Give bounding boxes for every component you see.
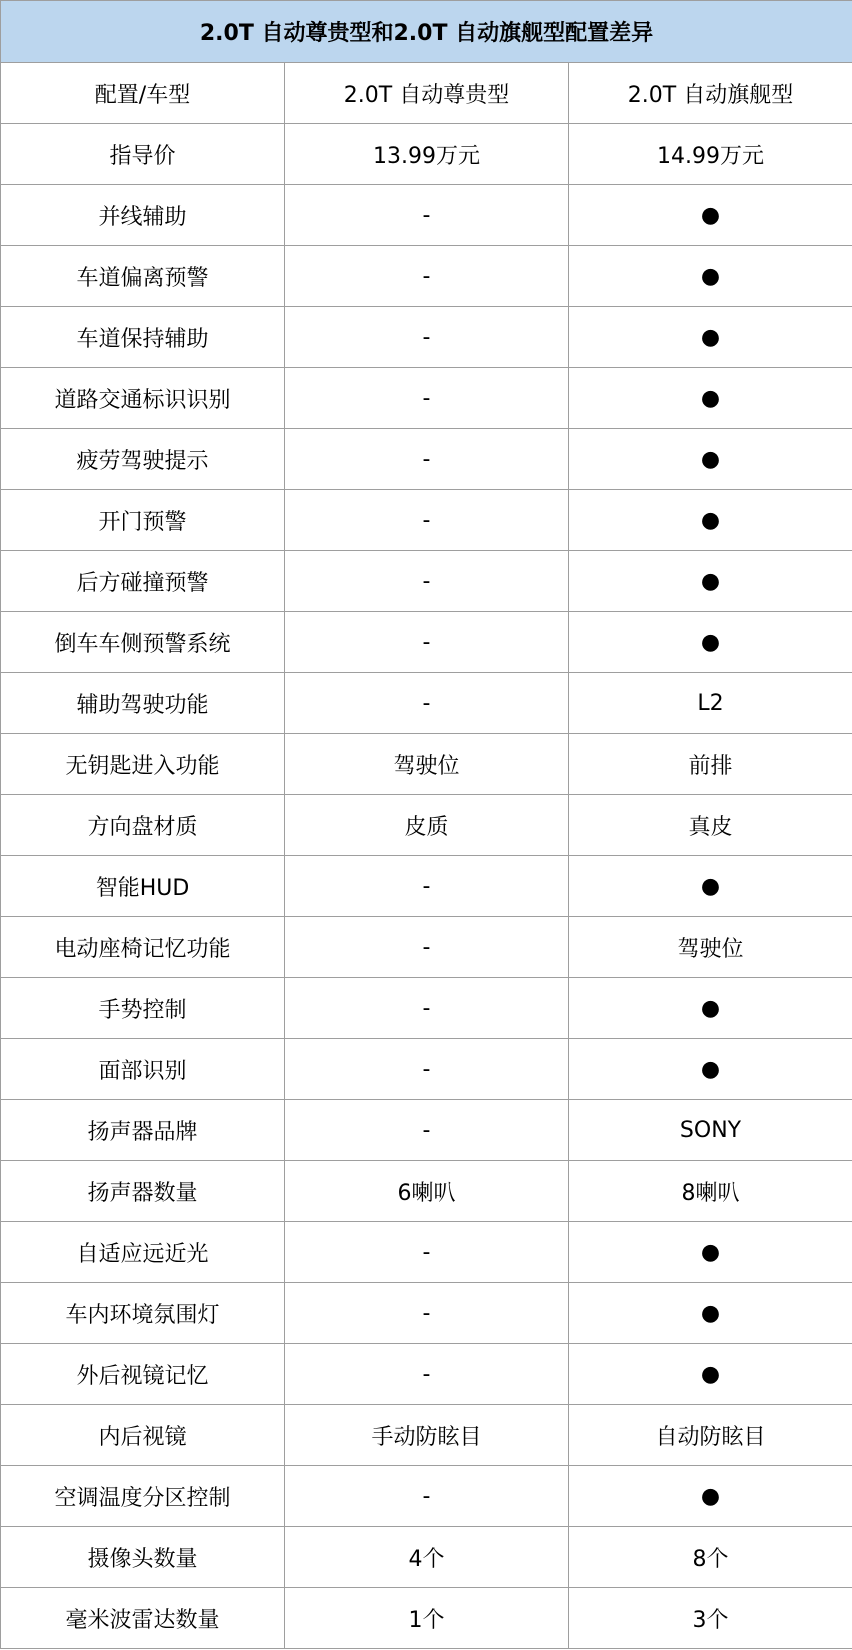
model-1-value-cell: - — [285, 856, 569, 917]
row-label-cell: 车道偏离预警 — [1, 246, 285, 307]
table-title: 2.0T 自动尊贵型和2.0T 自动旗舰型配置差异 — [1, 1, 852, 63]
row-label-cell: 摄像头数量 — [1, 1527, 285, 1588]
model-2-value-cell: ● — [569, 185, 852, 246]
row-label-cell: 电动座椅记忆功能 — [1, 917, 285, 978]
table-row — [1, 551, 852, 612]
table-row — [1, 185, 852, 246]
model-1-value-cell: - — [285, 1100, 569, 1161]
table-row — [1, 1161, 852, 1222]
model-1-value-cell: - — [285, 429, 569, 490]
table-row — [1, 978, 852, 1039]
model-2-value-cell: ● — [569, 307, 852, 368]
model-1-value-cell: - — [285, 673, 569, 734]
model-2-value-cell: L2 — [569, 673, 852, 734]
model-1-value-cell: - — [285, 612, 569, 673]
model-2-value-cell: ● — [569, 978, 852, 1039]
table-row — [1, 368, 852, 429]
model-1-value-cell: - — [285, 978, 569, 1039]
header-cell-model-2: 2.0T 自动旗舰型 — [569, 63, 852, 124]
model-2-value-cell: 前排 — [569, 734, 852, 795]
table-row — [1, 490, 852, 551]
model-2-value-cell: 真皮 — [569, 795, 852, 856]
row-label-cell: 扬声器数量 — [1, 1161, 285, 1222]
model-2-value-cell: ● — [569, 1222, 852, 1283]
table-row — [1, 246, 852, 307]
row-label-cell: 外后视镜记忆 — [1, 1344, 285, 1405]
model-2-value-cell: ● — [569, 368, 852, 429]
model-1-value-cell: 13.99万元 — [285, 124, 569, 185]
model-2-value-cell: ● — [569, 856, 852, 917]
model-2-value-cell: ● — [569, 490, 852, 551]
model-1-value-cell: 手动防眩目 — [285, 1405, 569, 1466]
row-label-cell: 后方碰撞预警 — [1, 551, 285, 612]
model-1-value-cell: - — [285, 246, 569, 307]
table-row — [1, 1588, 852, 1649]
table-row — [1, 307, 852, 368]
table-row — [1, 1527, 852, 1588]
table-row — [1, 1344, 852, 1405]
row-label-cell: 毫米波雷达数量 — [1, 1588, 285, 1649]
model-1-value-cell: 1个 — [285, 1588, 569, 1649]
model-2-value-cell: 8个 — [569, 1527, 852, 1588]
model-2-value-cell: 3个 — [569, 1588, 852, 1649]
header-row — [1, 63, 852, 124]
row-label-cell: 空调温度分区控制 — [1, 1466, 285, 1527]
header-cell-config: 配置/车型 — [1, 63, 285, 124]
model-2-value-cell: ● — [569, 1466, 852, 1527]
model-2-value-cell: ● — [569, 246, 852, 307]
model-2-value-cell: ● — [569, 1283, 852, 1344]
row-label-cell: 车道保持辅助 — [1, 307, 285, 368]
row-label-cell: 内后视镜 — [1, 1405, 285, 1466]
table-row — [1, 673, 852, 734]
row-label-cell: 车内环境氛围灯 — [1, 1283, 285, 1344]
model-2-value-cell: 自动防眩目 — [569, 1405, 852, 1466]
row-label-cell: 并线辅助 — [1, 185, 285, 246]
model-1-value-cell: - — [285, 490, 569, 551]
row-label-cell: 扬声器品牌 — [1, 1100, 285, 1161]
table-row — [1, 124, 852, 185]
title-row — [1, 1, 852, 63]
table-row — [1, 856, 852, 917]
table-row — [1, 1283, 852, 1344]
table-row — [1, 917, 852, 978]
row-label-cell: 智能HUD — [1, 856, 285, 917]
model-1-value-cell: - — [285, 185, 569, 246]
model-2-value-cell: ● — [569, 429, 852, 490]
table-body — [1, 1, 852, 1649]
model-1-value-cell: - — [285, 1466, 569, 1527]
model-2-value-cell: 驾驶位 — [569, 917, 852, 978]
model-1-value-cell: - — [285, 917, 569, 978]
header-cell-model-1: 2.0T 自动尊贵型 — [285, 63, 569, 124]
row-label-cell: 倒车车侧预警系统 — [1, 612, 285, 673]
model-2-value-cell: SONY — [569, 1100, 852, 1161]
model-1-value-cell: 皮质 — [285, 795, 569, 856]
model-1-value-cell: - — [285, 307, 569, 368]
model-2-value-cell: 8喇叭 — [569, 1161, 852, 1222]
row-label-cell: 道路交通标识识别 — [1, 368, 285, 429]
row-label-cell: 无钥匙进入功能 — [1, 734, 285, 795]
row-label-cell: 指导价 — [1, 124, 285, 185]
row-label-cell: 疲劳驾驶提示 — [1, 429, 285, 490]
row-label-cell: 手势控制 — [1, 978, 285, 1039]
table-row — [1, 1222, 852, 1283]
table-row — [1, 1466, 852, 1527]
table-row — [1, 1405, 852, 1466]
model-1-value-cell: 驾驶位 — [285, 734, 569, 795]
row-label-cell: 辅助驾驶功能 — [1, 673, 285, 734]
model-1-value-cell: 4个 — [285, 1527, 569, 1588]
table-row — [1, 734, 852, 795]
model-1-value-cell: - — [285, 1283, 569, 1344]
row-label-cell: 开门预警 — [1, 490, 285, 551]
table-row — [1, 795, 852, 856]
model-2-value-cell: ● — [569, 1039, 852, 1100]
table-row — [1, 612, 852, 673]
model-2-value-cell: ● — [569, 1344, 852, 1405]
table-row — [1, 429, 852, 490]
model-2-value-cell: 14.99万元 — [569, 124, 852, 185]
model-1-value-cell: - — [285, 1344, 569, 1405]
model-2-value-cell: ● — [569, 551, 852, 612]
row-label-cell: 自适应远近光 — [1, 1222, 285, 1283]
model-1-value-cell: 6喇叭 — [285, 1161, 569, 1222]
table-row — [1, 1100, 852, 1161]
table-row — [1, 1039, 852, 1100]
row-label-cell: 面部识别 — [1, 1039, 285, 1100]
model-1-value-cell: - — [285, 368, 569, 429]
row-label-cell: 方向盘材质 — [1, 795, 285, 856]
model-2-value-cell: ● — [569, 612, 852, 673]
model-1-value-cell: - — [285, 1222, 569, 1283]
model-1-value-cell: - — [285, 1039, 569, 1100]
model-1-value-cell: - — [285, 551, 569, 612]
